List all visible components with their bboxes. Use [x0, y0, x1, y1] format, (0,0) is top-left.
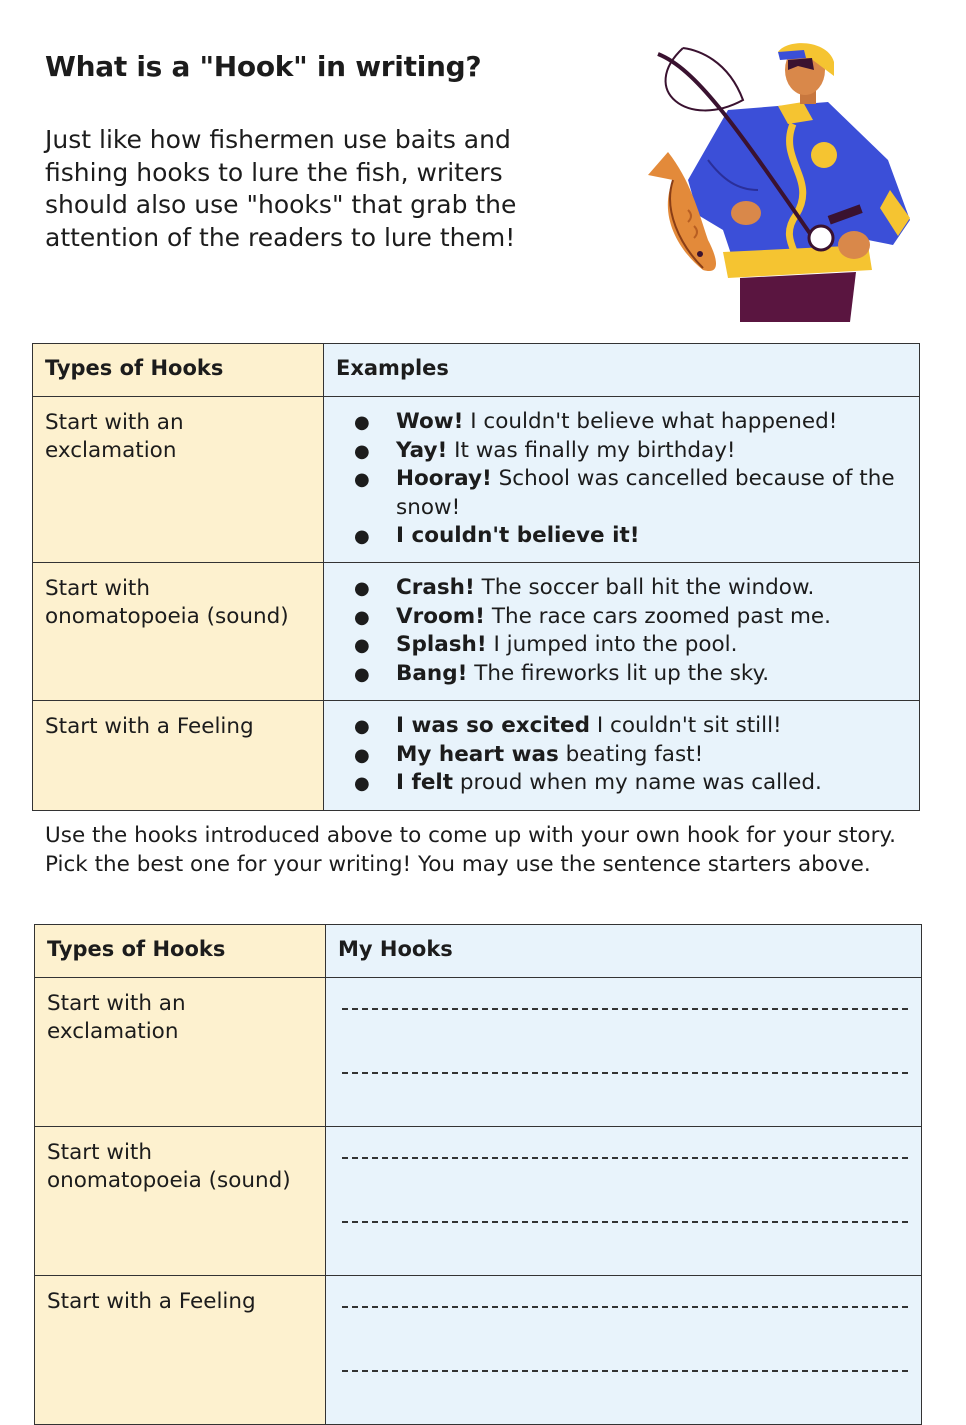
- table-row: [35, 978, 922, 1127]
- examples-cell: [324, 701, 920, 811]
- list-item: ● I felt proud when my name was called.: [324, 769, 905, 798]
- writing-line[interactable]: [342, 1221, 908, 1223]
- table-row: [33, 397, 920, 563]
- header-examples: Examples: [324, 344, 920, 397]
- table-row: [33, 563, 920, 701]
- header-my-hooks: My Hooks: [326, 925, 922, 978]
- writing-line[interactable]: [342, 1306, 908, 1308]
- table-row: [35, 1127, 922, 1276]
- bullet-dot-icon: ●: [354, 663, 370, 685]
- fisherman-with-fish-illustration: [628, 40, 918, 322]
- hook-type-cell: Start with a Feeling: [35, 1276, 326, 1425]
- bullet-dot-icon: ●: [354, 635, 370, 656]
- intro-paragraph: Just like how fishermen use baits and fishing hooks to lure the fish, writers should also use "hooks" that grab the attention of the readers to lure them!: [45, 125, 517, 252]
- hook-type-cell: Start with onomatopoeia (sound): [33, 563, 324, 701]
- bullet-dot-icon: ●: [354, 526, 370, 547]
- list-item: ● Wow! I couldn't believe what happened!: [324, 408, 905, 437]
- hook-type-cell: Start with an exclamation: [33, 397, 324, 563]
- bullet-dot-icon: ●: [354, 773, 370, 794]
- writing-area[interactable]: [326, 978, 922, 1127]
- hook-type-cell: Start with onomatopoeia (sound): [35, 1127, 326, 1276]
- table-row: [35, 1276, 922, 1425]
- list-item: ● Bang! The fireworks lit up the sky.: [324, 660, 905, 689]
- hook-type-cell: Start with a Feeling: [33, 701, 324, 811]
- bullet-dot-icon: ●: [354, 606, 370, 628]
- list-item: ● Yay! It was finally my birthday!: [324, 437, 905, 466]
- examples-cell: [324, 397, 920, 563]
- list-item: ● Splash! I jumped into the pool.: [324, 631, 905, 660]
- table-row: [33, 701, 920, 811]
- list-item: ● Crash! The soccer ball hit the window.: [324, 574, 905, 603]
- list-item: ● My heart was beating fast!: [324, 741, 905, 770]
- bullet-dot-icon: ●: [354, 469, 370, 490]
- writing-line[interactable]: [342, 1008, 908, 1010]
- header-types-of-hooks: Types of Hooks: [33, 344, 324, 397]
- list-item: ● Hooray! School was cancelled because of the snow!: [354, 466, 895, 520]
- header-types-of-hooks: Types of Hooks: [35, 925, 326, 978]
- writing-line[interactable]: [342, 1157, 908, 1159]
- bullet-dot-icon: ●: [354, 412, 370, 433]
- instructions-text: Use the hooks introduced above to come up with your own hook for your story. Pick the best one for your writing! You may use the sentence starters above.: [45, 823, 896, 877]
- list-item: ● I was so excited I couldn't sit still!: [324, 712, 905, 741]
- examples-cell: [324, 563, 920, 701]
- list-item: ● Vroom! The race cars zoomed past me.: [324, 603, 905, 632]
- table-header-row: [33, 344, 920, 397]
- hook-examples-table: [32, 343, 920, 811]
- writing-area[interactable]: [326, 1276, 922, 1425]
- writing-line[interactable]: [342, 1072, 908, 1074]
- writing-area[interactable]: [326, 1127, 922, 1276]
- hook-type-cell: Start with an exclamation: [35, 978, 326, 1127]
- bullet-dot-icon: ●: [354, 578, 370, 599]
- bullet-dot-icon: ●: [354, 716, 370, 737]
- page-title: What is a "Hook" in writing?: [45, 50, 482, 83]
- my-hooks-table: [34, 924, 922, 1425]
- table-header-row: [35, 925, 922, 978]
- list-item: ● I couldn't believe it!: [324, 522, 905, 551]
- bullet-dot-icon: ●: [354, 744, 370, 766]
- bullet-dot-icon: ●: [354, 440, 370, 462]
- writing-line[interactable]: [342, 1370, 908, 1372]
